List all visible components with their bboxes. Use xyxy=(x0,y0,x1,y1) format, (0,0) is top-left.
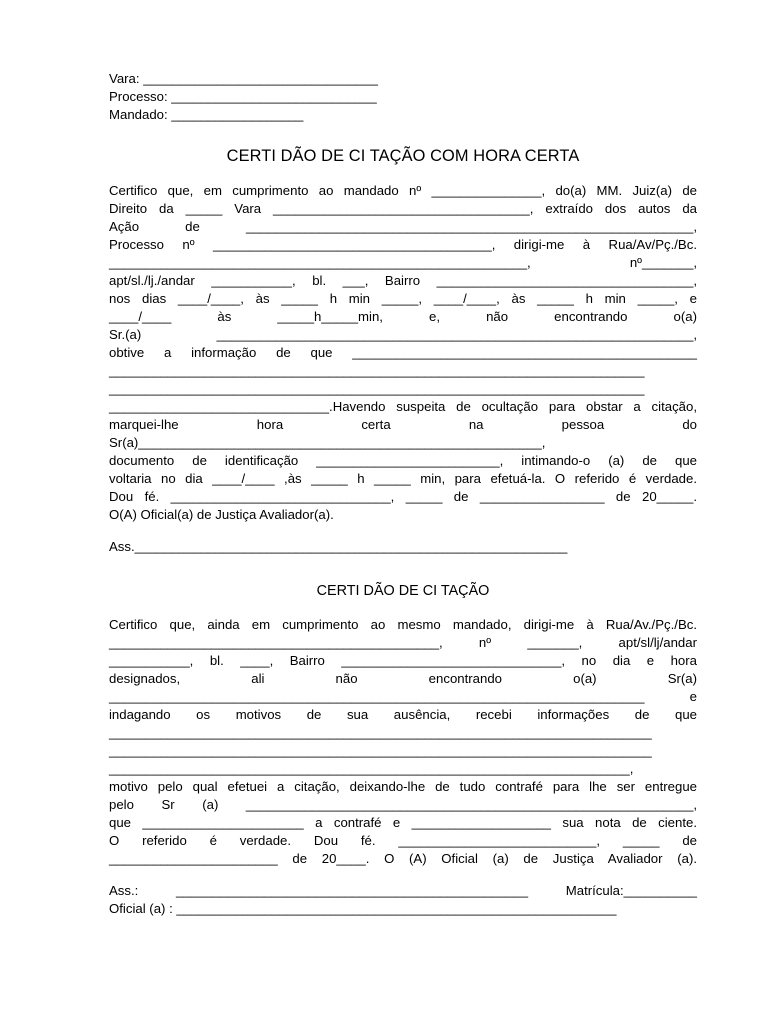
mandado-field: Mandado: __________________ xyxy=(109,107,304,122)
section1-line: Dou fé. ______________________________, _____ de _________________ de 20_____. xyxy=(109,489,697,504)
section2-line: designados, ali não encontrando o(a) Sr(a) xyxy=(109,671,697,686)
section2-line: Certifico que, ainda em cumprimento ao mesmo mandado, dirigi-me à Rua/Av./Pç./Bc. xyxy=(109,617,697,632)
officer-field: Oficial (a) : ____________________________________________________________ xyxy=(109,901,617,916)
section2-line: motivo pelo qual efetuei a citação, deixando-lhe de tudo contrafé para lhe ser entregue xyxy=(109,779,697,794)
section1-title: CERTI DÃO DE CI TAÇÃO COM HORA CERTA xyxy=(226,147,580,165)
section1-line: Certifico que, em cumprimento ao mandado nº _______________, do(a) MM. Juiz(a) de xyxy=(109,183,697,198)
section1-line: voltaria no dia ____/____ ,às _____ h _____ min, para efetuá-la. O referido é verdade. xyxy=(109,471,697,486)
section1-line: marquei-lhe hora certa na pessoa do xyxy=(109,417,697,432)
section2-line: pelo Sr (a) _____________________________________________________________, xyxy=(109,797,697,812)
section1-line: nos dias ____/____, às _____ h min _____, ____/____, às _____ h min _____, e xyxy=(109,291,697,306)
section2-title: CERTI DÃO DE CI TAÇÃO xyxy=(316,583,490,599)
section1-line: obtive a informação de que _______________________________________________ xyxy=(109,345,697,360)
section1-line: documento de identificação _________________________, intimando-o (a) de que xyxy=(109,453,697,468)
section2-line: indagando os motivos de sua ausência, recebi informações de que xyxy=(109,707,697,722)
section1-line: Sr(a)_______________________________________________________, xyxy=(109,435,546,450)
section2-line: _______________________________________________________________________, xyxy=(109,761,634,776)
section2-line: _______________________ de 20____. O (A) Oficial (a) de Justiça Avaliador (a). xyxy=(109,851,697,866)
section2-line: __________________________________________________________________________ xyxy=(109,743,652,758)
section2-line: _________________________________________________________________________ e xyxy=(109,689,697,704)
section1-body xyxy=(109,182,697,524)
section1-line: _________________________________________________________, nº_______, xyxy=(109,255,697,270)
section1-line: Ação de _____________________________________________________________, xyxy=(109,219,697,234)
processo-field: Processo: ____________________________ xyxy=(109,89,377,104)
section1-line: ______________________________.Havendo suspeita de ocultação para obstar a citação, xyxy=(109,399,697,414)
section2-line: __________________________________________________________________________ xyxy=(109,725,652,740)
section1-line: Processo nº ______________________________________, dirigi-me à Rua/Av/Pç./Bc. xyxy=(109,237,697,252)
section1-line: _________________________________________________________________________ xyxy=(109,381,645,396)
section2-signature: Ass.: ________________________________________________ Matrícula:__________ xyxy=(109,883,697,898)
vara-field: Vara: ________________________________ xyxy=(109,71,378,86)
section2-body xyxy=(109,616,697,868)
section1-line: apt/sl./lj./andar ___________, bl. ___, Bairro ___________________________________, xyxy=(109,273,697,288)
section1-line: ____/____ às _____h_____min, e, não encontrando o(a) xyxy=(109,309,697,324)
header-block xyxy=(109,70,697,124)
section1-line: Direito da _____ Vara ___________________________________, extraído dos autos da xyxy=(109,201,697,216)
section2-line: _____________________________________________, nº _______, apt/sl/lj/andar xyxy=(109,635,697,650)
section1-line: O(A) Oficial(a) de Justiça Avaliador(a). xyxy=(109,507,334,522)
section1-line: _________________________________________________________________________ xyxy=(109,363,645,378)
section2-line: que ______________________ a contrafé e ___________________ sua nota de ciente. xyxy=(109,815,697,830)
section1-signature: Ass.___________________________________________________________ xyxy=(109,539,568,554)
document-page xyxy=(109,70,697,918)
section2-line: ___________, bl. ____, Bairro ______________________________, no dia e hora xyxy=(109,653,697,668)
section2-line: O referido é verdade. Dou fé. ___________________________, _____ de xyxy=(109,833,697,848)
section1-line: Sr.(a) _________________________________________________________________, xyxy=(109,327,697,342)
